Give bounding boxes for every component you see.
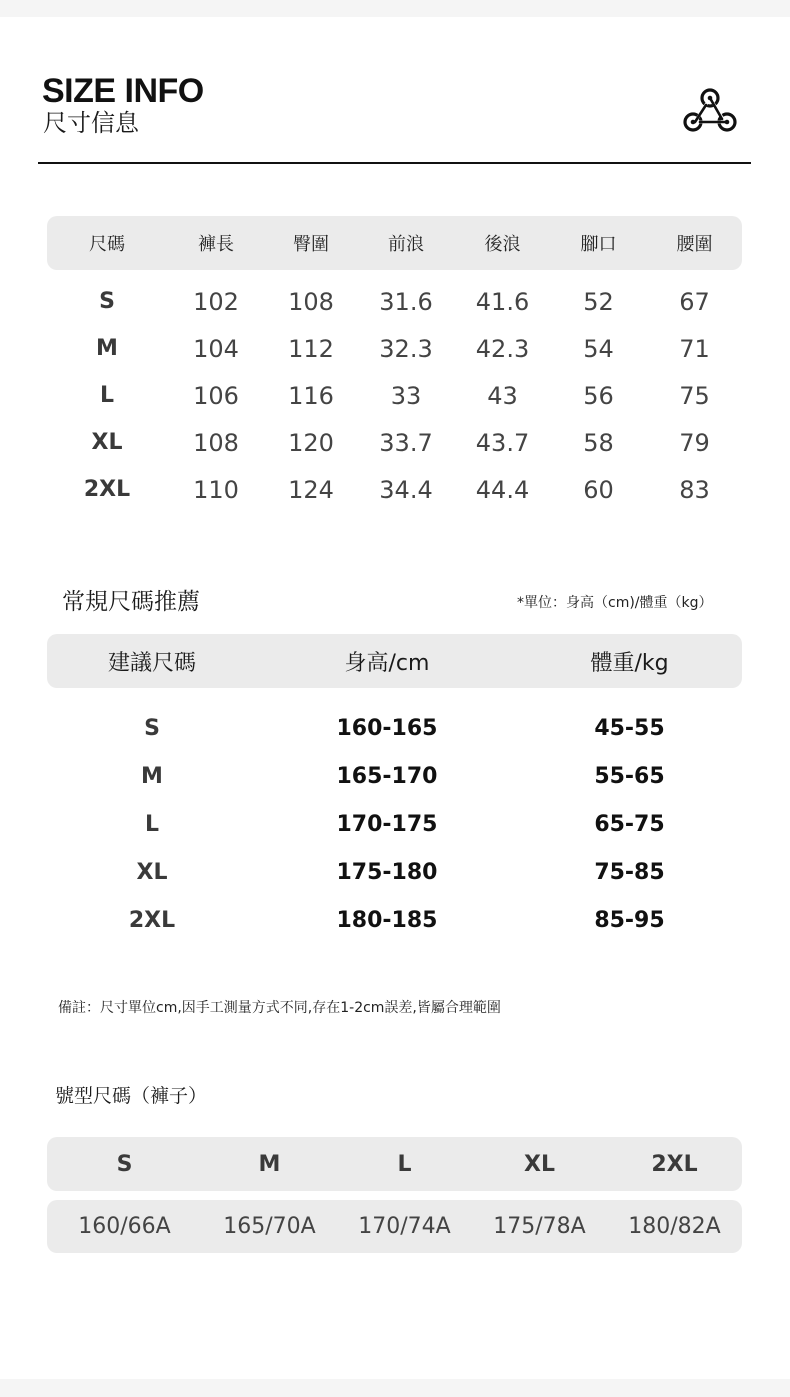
value-cell: 83 (679, 475, 710, 504)
table-row (47, 419, 742, 466)
table-row (47, 466, 742, 513)
value-cell: 71 (679, 334, 710, 363)
size-label: S (116, 1151, 133, 1177)
recommendation-title: 常規尺碼推薦 (62, 589, 200, 615)
bottom-strip (0, 1379, 790, 1397)
recommendation-table-body (47, 704, 742, 944)
height-cell: 170-175 (336, 811, 438, 837)
size-cell: 2XL (128, 907, 176, 933)
value-cell: 56 (583, 381, 614, 410)
height-cell: 160-165 (336, 715, 438, 741)
col-hip: 臀圍 (293, 234, 329, 255)
table-row (47, 278, 742, 325)
size-code: 180/82A (628, 1214, 721, 1239)
value-cell: 108 (193, 428, 239, 457)
value-cell: 110 (193, 475, 239, 504)
height-cell: 180-185 (336, 907, 438, 933)
value-cell: 33 (390, 381, 422, 410)
value-cell: 108 (288, 287, 334, 316)
table-row (47, 800, 742, 848)
value-cell: 58 (583, 428, 614, 457)
size-label: 2XL (651, 1151, 698, 1177)
table-row (47, 704, 742, 752)
value-cell: 106 (193, 381, 239, 410)
title-divider (38, 162, 751, 164)
value-cell: 34.4 (379, 475, 433, 504)
value-cell: 54 (583, 334, 614, 363)
table-row (47, 752, 742, 800)
model-sizes-codes (47, 1200, 742, 1253)
size-code: 170/74A (358, 1214, 451, 1239)
col-waist: 腰圍 (676, 234, 713, 255)
value-cell: 120 (288, 428, 334, 457)
size-cell: S (144, 715, 160, 741)
height-cell: 165-170 (336, 763, 438, 789)
size-label: L (397, 1151, 412, 1177)
size-cell: 2XL (83, 477, 131, 502)
value-cell: 44.4 (475, 475, 530, 504)
size-cell: M (141, 763, 163, 789)
col-size: 尺碼 (89, 234, 125, 255)
size-code: 160/66A (78, 1214, 171, 1239)
table-row (47, 325, 742, 372)
size-label: XL (524, 1151, 555, 1177)
weight-cell: 65-75 (594, 811, 665, 837)
value-cell: 31.6 (379, 287, 433, 316)
webhook-triangle-icon (682, 85, 738, 135)
model-sizes-header (47, 1137, 742, 1191)
value-cell: 75 (679, 381, 710, 410)
value-cell: 124 (288, 475, 334, 504)
size-table-body (47, 278, 742, 513)
value-cell: 79 (679, 428, 710, 457)
page-title: SIZE INFO (42, 72, 204, 110)
table-row (47, 372, 742, 419)
measurement-note: 備註：尺寸單位cm,因手工測量方式不同,存在1-2cm誤差,皆屬合理範圍 (58, 1000, 501, 1016)
value-cell: 41.6 (475, 287, 530, 316)
page-subtitle: 尺寸信息 (43, 109, 139, 137)
col-length: 褲長 (198, 234, 234, 255)
col-height: 身高/cm (344, 650, 430, 676)
weight-cell: 55-65 (594, 763, 665, 789)
value-cell: 104 (193, 334, 239, 363)
size-cell: XL (136, 859, 168, 885)
value-cell: 33.7 (379, 428, 433, 457)
size-code: 175/78A (493, 1214, 586, 1239)
col-front-rise: 前浪 (388, 234, 424, 255)
weight-cell: 45-55 (594, 715, 665, 741)
value-cell: 67 (679, 287, 710, 316)
unit-note: *單位：身高（cm)/體重（kg） (517, 595, 713, 611)
value-cell: 43.7 (475, 428, 530, 457)
value-cell: 116 (288, 381, 334, 410)
size-cell: S (99, 289, 115, 314)
recommendation-table-header (47, 634, 742, 688)
value-cell: 42.3 (475, 334, 530, 363)
value-cell: 32.3 (379, 334, 433, 363)
value-cell: 60 (583, 475, 614, 504)
value-cell: 52 (583, 287, 614, 316)
table-row (47, 896, 742, 944)
weight-cell: 85-95 (594, 907, 665, 933)
model-sizes-title: 號型尺碼（褲子） (55, 1085, 208, 1107)
table-row (47, 848, 742, 896)
height-cell: 175-180 (336, 859, 438, 885)
col-back-rise: 後浪 (484, 234, 521, 255)
size-cell: M (96, 336, 118, 361)
value-cell: 112 (288, 334, 334, 363)
size-cell: L (99, 383, 115, 408)
size-cell: XL (91, 430, 123, 455)
size-table-header (47, 216, 742, 270)
size-cell: L (144, 811, 160, 837)
col-suggested-size: 建議尺碼 (107, 650, 196, 676)
size-code: 165/70A (223, 1214, 316, 1239)
weight-cell: 75-85 (594, 859, 665, 885)
value-cell: 43 (487, 381, 518, 410)
value-cell: 102 (193, 287, 239, 316)
top-strip (0, 0, 790, 17)
size-label: M (258, 1151, 281, 1177)
col-weight: 體重/kg (590, 650, 669, 676)
col-leg-opening: 腳口 (580, 234, 617, 255)
